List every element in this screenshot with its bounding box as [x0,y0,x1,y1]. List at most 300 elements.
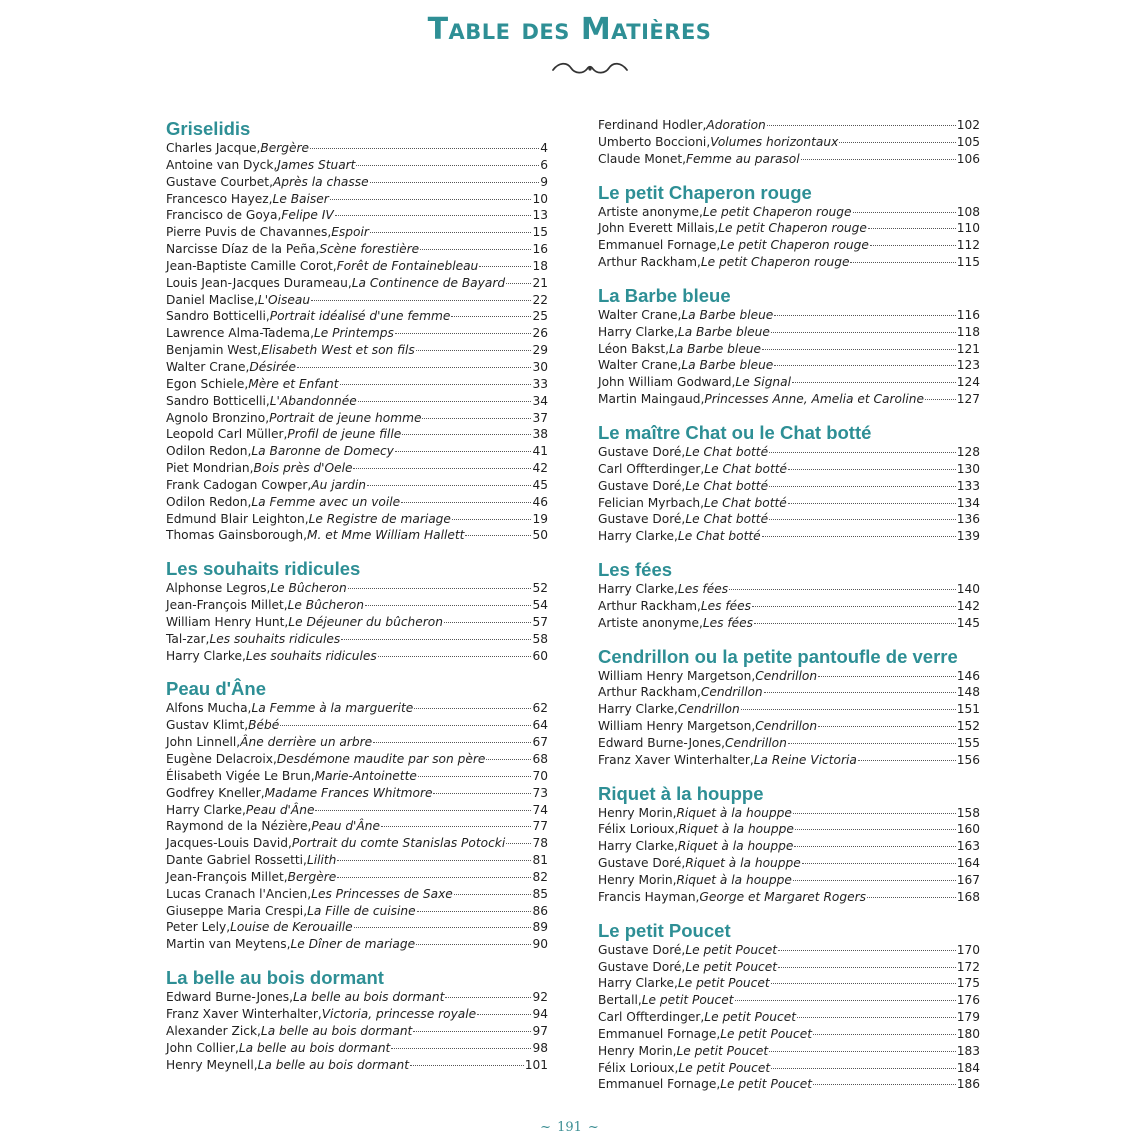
toc-entry[interactable] [166,734,548,751]
entry-artist: Élisabeth Vigée Le Brun, [166,768,315,783]
toc-entry[interactable] [598,374,980,391]
entry-work-title: Volumes horizontaux [710,134,839,149]
entry-work-title: Au jardin [311,477,366,492]
entry-page-number: 4 [540,141,548,155]
entry-artist: Umberto Boccioni, [598,134,711,149]
toc-entry[interactable] [598,598,980,615]
dot-leader [418,776,532,777]
dot-leader [793,813,956,814]
entry-page-number: 124 [956,375,980,390]
entry-page-number: 73 [532,785,548,800]
entry-page-number: 13 [532,208,548,223]
toc-entry[interactable] [598,752,980,769]
dot-leader [774,315,955,316]
toc-entry[interactable] [166,174,548,191]
toc-entry[interactable] [598,1009,980,1026]
dot-leader [479,266,531,267]
entry-work-title: Après la chasse [272,174,369,189]
entry-work-title: La Reine Victoria [753,752,857,767]
entry-page-number: 60 [532,648,548,663]
entry-work-title: La Barbe bleue [681,358,774,373]
entry-artist: Benjamin West, [166,343,262,358]
toc-entry[interactable] [166,886,548,903]
entry-page-number: 158 [956,805,980,820]
dot-leader [410,1065,524,1066]
toc-entry[interactable] [166,1040,548,1057]
entry-artist: Harry Clarke, [166,802,246,817]
entry-page-number: 54 [532,598,548,613]
entry-page-number: 85 [532,886,548,901]
toc-entry[interactable] [166,580,548,597]
entry-page-number: 106 [956,151,980,166]
toc-entry[interactable] [166,325,548,342]
entry-work-title: Cendrillon [755,719,818,734]
dot-leader [356,165,539,166]
entry-work-title: Cendrillon [755,668,818,683]
entry-page-number: 175 [956,976,980,991]
dot-leader [778,967,956,968]
dot-leader [416,944,531,945]
entry-artist: Louis Jean-Jacques Durameau, [166,275,352,290]
toc-entry[interactable] [598,495,980,512]
entry-page-number: 50 [532,528,548,543]
entry-page-number: 186 [956,1077,980,1092]
entry-page-number: 146 [956,668,980,683]
toc-entry[interactable] [598,341,980,358]
toc-entry[interactable] [598,1043,980,1060]
dot-leader [401,502,531,503]
entry-artist: Leopold Carl Müller, [166,427,288,442]
entry-artist: Gustave Doré, [598,444,686,459]
entry-page-number: 74 [532,802,548,817]
toc-entry[interactable] [166,292,548,309]
entry-work-title: Le petit Poucet [677,976,770,991]
entry-page-number: 116 [956,307,980,322]
dot-leader [818,676,956,677]
entry-artist: Jean-François Millet, [166,869,288,884]
dot-leader [310,148,539,149]
toc-entry[interactable] [598,254,980,271]
entry-page-number: 30 [532,359,548,374]
entry-page-number: 97 [532,1023,548,1038]
dot-leader [771,1068,956,1069]
entry-artist: Henry Morin, [598,1043,677,1058]
toc-entry[interactable] [166,460,548,477]
toc-entry[interactable] [166,157,548,174]
toc-entry[interactable] [166,869,548,886]
entry-work-title: Le Registre de mariage [308,511,451,526]
entry-work-title: Profil de jeune fille [287,427,402,442]
entry-work-title: Victoria, princesse royale [321,1006,477,1021]
entry-page-number: 19 [532,511,548,526]
entry-artist: Felician Myrbach, [598,495,705,510]
toc-entry[interactable] [166,802,548,819]
entry-artist: Egon Schiele, [166,376,249,391]
dot-leader [373,742,531,743]
entry-work-title: Le petit Poucet [641,993,734,1008]
entry-artist: Piet Mondrian, [166,461,254,476]
toc-entry[interactable] [598,735,980,752]
entry-work-title: La Fille de cuisine [307,903,416,918]
dot-leader [378,656,532,657]
entry-work-title: Cendrillon [724,735,787,750]
toc-entry[interactable] [166,275,548,292]
dot-leader [769,452,956,453]
entry-artist: Carl Offterdinger, [598,1010,705,1025]
toc-entry[interactable] [166,768,548,785]
dot-leader [391,1048,531,1049]
section-title: Le maître Chat ou le Chat botté [598,421,872,443]
toc-entry[interactable] [598,889,980,906]
dot-leader [341,639,531,640]
dot-leader [839,142,955,143]
entry-page-number: 115 [956,255,980,270]
entry-work-title: Les Princesses de Saxe [311,886,453,901]
dot-leader [793,880,956,881]
toc-entry[interactable] [598,975,980,992]
entry-work-title: La Femme avec un voile [251,494,401,509]
entry-work-title: Le Chat botté [685,512,769,527]
toc-entry[interactable] [598,872,980,889]
entry-page-number: 183 [956,1043,980,1058]
entry-artist: Harry Clarke, [598,529,678,544]
entry-work-title: Le petit Chaperon rouge [700,255,850,270]
toc-entry[interactable] [166,494,548,511]
toc-entry[interactable] [166,1023,548,1040]
entry-artist: Alphonse Legros, [166,581,271,596]
entry-artist: Bertall, [598,993,642,1008]
entry-artist: Agnolo Bronzino, [166,410,270,425]
entry-work-title: Peau d'Âne [245,802,315,817]
toc-entry[interactable] [166,410,548,427]
entry-page-number: 94 [532,1006,548,1021]
toc-entry[interactable] [598,959,980,976]
entry-work-title: Les souhaits ridicules [245,648,377,663]
entry-work-title: Riquet à la houppe [676,805,792,820]
dot-leader [337,877,531,878]
toc-entry[interactable] [166,1057,548,1074]
entry-artist: Jacques-Louis David, [166,836,292,851]
dot-leader [315,810,531,811]
entry-artist: John Everett Millais, [598,221,719,236]
entry-work-title: Riquet à la houppe [676,873,792,887]
entry-work-title: Le Chat botté [677,529,761,544]
entry-work-title: George et Margaret Rogers [699,889,866,904]
toc-entry[interactable] [166,241,548,258]
toc-entry[interactable] [598,307,980,324]
entry-page-number: 81 [532,853,548,868]
dot-leader [764,692,956,693]
entry-page-number: 128 [956,444,980,459]
entry-page-number: 112 [956,238,980,253]
entry-artist: Artiste anonyme, [598,204,703,219]
dot-leader [395,333,532,334]
entry-page-number: 6 [540,157,548,172]
dot-leader [813,1084,956,1085]
entry-work-title: Le Bûcheron [270,581,347,596]
entry-page-number: 26 [532,326,548,341]
entry-artist: Emmanuel Fornage, [598,1077,721,1092]
toc-entry[interactable] [598,237,980,254]
entry-work-title: La Barbe bleue [677,324,770,339]
entry-page-number: 57 [532,614,548,629]
dot-leader [340,384,532,385]
entry-page-number: 45 [532,477,548,492]
entry-work-title: Le petit Poucet [720,1026,812,1041]
dot-leader [422,418,531,419]
entry-page-number: 89 [532,920,548,935]
toc-entry[interactable] [598,855,980,872]
entry-artist: Martin van Meytens, [166,937,291,952]
toc-entry[interactable] [166,717,548,734]
dot-leader [433,793,531,794]
dot-leader [735,1000,956,1001]
entry-artist: Gustave Doré, [598,478,686,493]
entry-work-title: Portrait de jeune homme [269,410,422,425]
entry-artist: John William Godward, [598,375,736,390]
entry-page-number: 121 [956,341,980,356]
entry-artist: Edward Burne-Jones, [166,990,293,1005]
toc-entry[interactable] [166,751,548,768]
dot-leader [794,846,955,847]
entry-work-title: Riquet à la houppe [677,839,794,854]
toc-entry[interactable] [166,258,548,275]
entry-page-number: 156 [956,752,980,767]
toc-entry[interactable] [166,597,548,614]
toc-entry[interactable] [166,614,548,631]
toc-section [166,118,548,544]
toc-entry[interactable] [166,359,548,376]
entry-page-number: 68 [532,752,548,766]
section-title: La belle au bois dormant [166,967,384,989]
toc-entry[interactable] [166,393,548,410]
toc-entry[interactable] [166,511,548,528]
entry-artist: Walter Crane, [598,358,682,373]
toc-entry[interactable] [166,852,548,869]
toc-section [598,783,980,906]
entry-page-number: 163 [956,839,980,854]
entry-work-title: Le petit Poucet [685,959,778,974]
toc-entry[interactable] [598,718,980,735]
toc-entry[interactable] [166,700,548,717]
dot-leader [395,451,532,452]
entry-page-number: 16 [532,242,548,257]
entry-work-title: La belle au bois dormant [260,1023,413,1038]
entry-work-title: Bois près d'Oele [253,461,353,476]
entry-artist: John Linnell, [166,735,241,750]
entry-page-number: 46 [532,494,548,509]
toc-entry[interactable] [598,1076,980,1093]
entry-artist: Emmanuel Fornage, [598,1026,721,1041]
toc-entry[interactable] [166,989,548,1006]
toc-entry[interactable] [598,528,980,545]
entry-artist: Gustav Klimt, [166,718,249,733]
entry-artist: Harry Clarke, [598,582,678,597]
toc-entry[interactable] [598,805,980,822]
entry-artist: Emmanuel Fornage, [598,238,721,253]
toc-entry[interactable] [598,992,980,1009]
entry-artist: Antoine van Dyck, [166,157,278,172]
toc-entry[interactable] [166,631,548,648]
entry-artist: Peter Lely, [166,920,231,935]
entry-page-number: 82 [532,869,548,884]
toc-entry[interactable] [166,648,548,665]
toc-entry[interactable] [166,818,548,835]
entry-artist: Ferdinand Hodler, [598,118,707,132]
toc-entry[interactable] [166,477,548,494]
entry-work-title: Le Chat botté [685,478,769,493]
dot-leader [769,1051,956,1052]
entry-work-title: Le petit Poucet [685,942,778,957]
entry-page-number: 102 [956,118,980,132]
toc-entry[interactable] [598,1060,980,1077]
entry-work-title: Le Chat botté [685,444,769,459]
entry-work-title: M. et Mme William Hallett [307,528,465,543]
section-title: Griselidis [166,118,251,139]
entry-page-number: 127 [956,392,980,407]
page-footer [0,1120,1139,1135]
toc-entry[interactable] [598,134,980,151]
toc-entry[interactable] [598,204,980,221]
entry-artist: Martin Maingaud, [598,392,705,407]
entry-artist: Walter Crane, [166,359,250,374]
section-title: Riquet à la houppe [598,782,764,804]
toc-entry[interactable] [166,426,548,443]
entry-work-title: Bergère [287,869,337,884]
toc-entry[interactable] [598,117,980,134]
entry-artist: Walter Crane, [598,307,682,322]
entry-artist: Henry Morin, [598,873,677,887]
section-title: Cendrillon ou la petite pantoufle de verre [598,645,958,667]
toc-section [166,967,548,1073]
toc-entry[interactable] [598,701,980,718]
section-title: Peau d'Âne [166,678,267,700]
entry-artist: William Henry Hunt, [166,614,289,629]
toc-entry[interactable] [166,140,548,157]
entry-work-title: Le Déjeuner du bûcheron [288,614,443,629]
dot-leader [335,215,532,216]
entry-work-title: Riquet à la houppe [678,822,794,837]
entry-artist: Franz Xaver Winterhalter, [166,1006,322,1021]
entry-page-number: 160 [956,822,980,837]
toc-entry[interactable] [598,511,980,528]
toc-entry[interactable] [598,220,980,237]
toc-entry[interactable] [598,581,980,598]
dot-leader [416,350,532,351]
toc-entry[interactable] [166,443,548,460]
toc-entry[interactable] [598,1026,980,1043]
entry-artist: Gustave Doré, [598,942,686,957]
entry-work-title: Desdémone maudite par son père [276,752,486,766]
dot-leader [370,182,540,183]
entry-work-title: Le petit Poucet [704,1010,797,1025]
toc-entry[interactable] [598,668,980,685]
entry-page-number: 25 [532,309,548,324]
toc-entry[interactable] [598,838,980,855]
toc-entry[interactable] [166,903,548,920]
entry-page-number: 184 [956,1060,980,1075]
entry-work-title: Les fées [677,582,729,597]
dot-leader [451,316,531,317]
entry-page-number: 167 [956,873,980,887]
entry-page-number: 41 [532,444,548,459]
entry-work-title: La Baronne de Domecy [251,444,394,459]
toc-entry[interactable] [598,478,980,495]
toc-entry[interactable] [598,357,980,374]
page-title: Table des Matières [427,12,712,47]
entry-artist: Carl Offterdinger, [598,461,705,476]
toc-entry[interactable] [166,919,548,936]
entry-page-number: 139 [956,529,980,544]
toc-entry[interactable] [598,615,980,632]
toc-entry[interactable] [166,1006,548,1023]
entry-work-title: James Stuart [277,157,356,172]
dot-leader [769,519,956,520]
entry-page-number: 136 [956,512,980,527]
dot-leader [795,829,956,830]
entry-page-number: 179 [956,1010,980,1025]
toc-entry[interactable] [166,191,548,208]
entry-artist: Narcisse Díaz de la Peña, [166,242,320,257]
toc-entry[interactable] [166,308,548,325]
entry-artist: Félix Lorioux, [598,822,679,837]
entry-page-number: 145 [956,615,980,630]
entry-page-number: 110 [956,221,980,236]
dot-leader [353,468,531,469]
toc-entry[interactable] [166,936,548,953]
entry-work-title: Cendrillon [700,685,763,700]
entry-work-title: Scène forestière [319,242,420,257]
toc-entry[interactable] [166,785,548,802]
dot-leader [365,605,532,606]
toc-entry[interactable] [166,224,548,241]
entry-work-title: Le Bûcheron [287,598,364,613]
entry-page-number: 151 [956,702,980,717]
toc-entry[interactable] [598,684,980,701]
toc-entry[interactable] [598,391,980,408]
entry-page-number: 172 [956,959,980,974]
entry-page-number: 152 [956,719,980,734]
entry-artist: Francesco Hayez, [166,191,273,206]
entry-page-number: 9 [540,174,548,189]
toc-entry[interactable] [166,376,548,393]
dot-leader [769,486,956,487]
entry-page-number: 37 [532,410,548,425]
toc-entry[interactable] [598,942,980,959]
entry-artist: Claude Monet, [598,151,687,166]
toc-entry[interactable] [598,324,980,341]
toc-entry[interactable] [166,207,548,224]
entry-page-number: 168 [956,889,980,904]
entry-page-number: 18 [532,258,548,273]
entry-work-title: Le Baiser [272,191,329,206]
toc-entry[interactable] [166,835,548,852]
toc-entry[interactable] [598,821,980,838]
toc-entry[interactable] [598,151,980,168]
entry-work-title: Le petit Poucet [676,1043,769,1058]
entry-work-title: La Femme à la marguerite [251,701,414,716]
toc-entry[interactable] [166,342,548,359]
toc-entry[interactable] [598,444,980,461]
toc-entry[interactable] [166,527,548,544]
entry-work-title: Le petit Poucet [720,1077,812,1092]
dot-leader [729,589,956,590]
toc-entry[interactable] [598,461,980,478]
dot-leader [792,382,956,383]
dot-leader [280,725,531,726]
footer-ornament-right-icon: ~ [587,1120,599,1135]
dot-leader [850,262,955,263]
